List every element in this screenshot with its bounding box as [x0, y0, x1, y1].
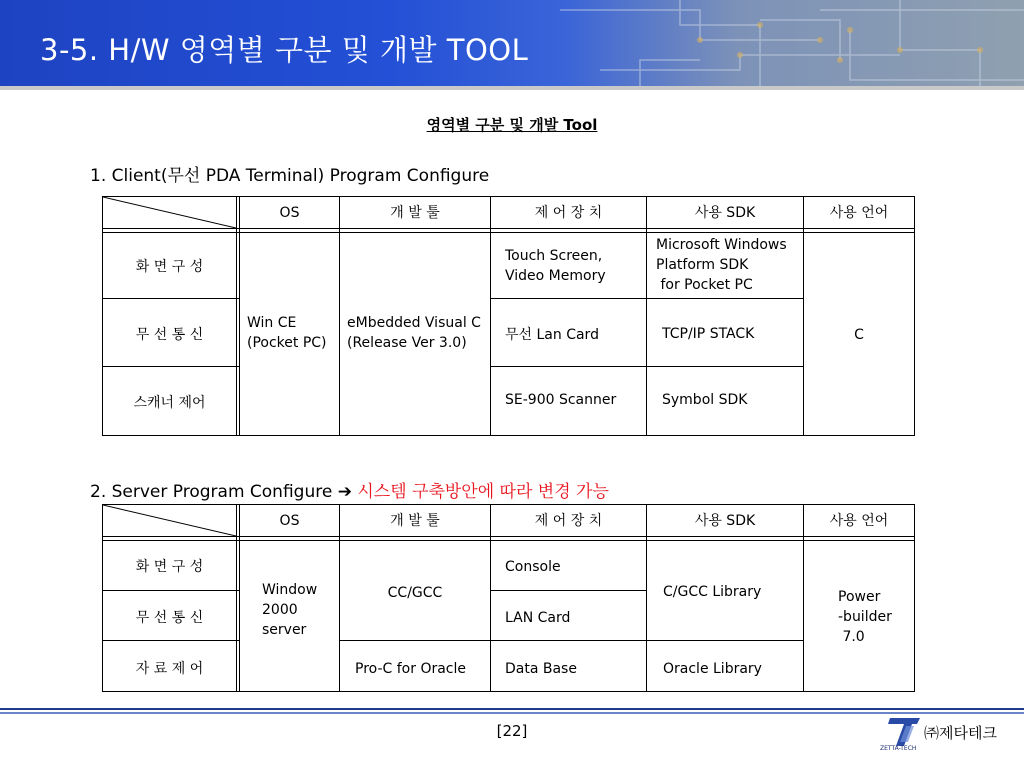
header-sdk: 사용 SDK	[694, 513, 756, 529]
header-tool: 개 발 툴	[390, 513, 440, 529]
tool-cell: eMbedded Visual C (Release Ver 3.0)	[347, 315, 481, 351]
client-config-table	[102, 196, 915, 436]
header-os: OS	[279, 513, 300, 529]
device-cell: 무선 Lan Card	[505, 327, 599, 343]
device-cell: Touch Screen, Video Memory	[505, 248, 606, 284]
header-lang: 사용 언어	[829, 205, 889, 221]
arrow-right-icon: ➔	[337, 482, 352, 502]
section2-title: 2. Server Program Configure ➔ 시스템 구축방안에 따라 변경 가능	[90, 482, 609, 502]
device-cell: Console	[505, 559, 561, 575]
diagonal-header-cell	[103, 197, 236, 228]
device-cell: Data Base	[505, 661, 577, 677]
row-label: 무 선 통 신	[135, 610, 204, 626]
row-label: 스캐너 제어	[133, 395, 206, 411]
sdk-cell: Oracle Library	[663, 661, 762, 677]
device-cell: SE-900 Scanner	[505, 392, 617, 408]
os-cell: Win CE (Pocket PC)	[247, 315, 327, 351]
page-number: [22]	[496, 722, 528, 740]
header-device: 제 어 장 치	[534, 205, 603, 221]
row-label: 자 료 제 어	[135, 661, 204, 677]
subtitle: 영역별 구분 및 개발 Tool	[426, 116, 598, 134]
header-os: OS	[279, 205, 300, 221]
change-note: 시스템 구축방안에 따라 변경 가능	[357, 482, 609, 502]
header-banner	[0, 0, 1024, 86]
footer-divider	[0, 708, 1024, 710]
row-label: 화 면 구 성	[135, 259, 204, 275]
page-title: 3-5. H/W 영역별 구분 및 개발 TOOL	[40, 33, 529, 67]
diagonal-header-cell	[103, 505, 236, 536]
company-name: ㈜제타테크	[924, 724, 997, 742]
header-lang: 사용 언어	[829, 513, 889, 529]
device-cell: LAN Card	[505, 610, 571, 626]
server-config-table	[102, 504, 915, 692]
tool-cell: CC/GCC	[387, 585, 443, 601]
header-device: 제 어 장 치	[534, 513, 603, 529]
sdk-cell: Symbol SDK	[662, 392, 748, 408]
lang-cell: Power -builder 7.0	[838, 589, 892, 645]
header-divider	[0, 86, 1024, 90]
sdk-cell: Microsoft Windows Platform SDK for Pocket PC	[656, 237, 787, 293]
logo-wordmark: ZETTA-TECH	[880, 745, 917, 752]
header-tool: 개 발 툴	[390, 205, 440, 221]
row-label: 화 면 구 성	[135, 559, 204, 575]
row-label: 무 선 통 신	[135, 327, 204, 343]
os-cell: Window 2000 server	[262, 582, 318, 638]
lang-cell: C	[854, 327, 864, 343]
header-sdk: 사용 SDK	[694, 205, 756, 221]
section1-title: 1. Client(무선 PDA Terminal) Program Configure	[90, 166, 490, 186]
tool-cell: Pro-C for Oracle	[355, 661, 467, 677]
sdk-cell: TCP/IP STACK	[662, 326, 755, 342]
footer-divider	[0, 712, 1024, 714]
sdk-cell: C/GCC Library	[663, 584, 762, 600]
